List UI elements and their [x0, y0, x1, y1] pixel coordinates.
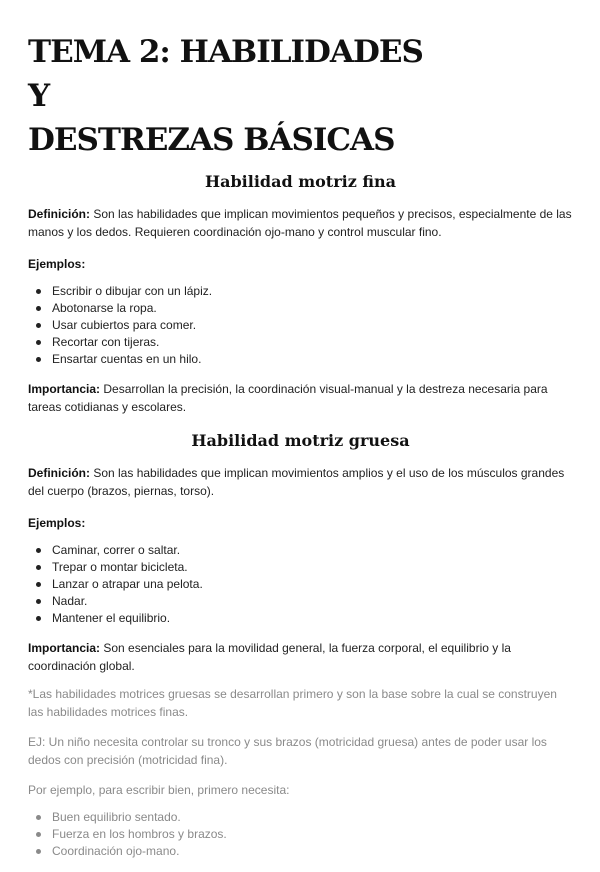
- section-heading-fina: Habilidad motriz fina: [204, 172, 396, 191]
- list-item: Nadar.: [28, 593, 573, 610]
- note-paragraph-2: EJ: Un niño necesita controlar su tronco y sus brazos (motricidad gruesa) antes de poder usar los dedos con precisión (motricidad fina).: [28, 735, 547, 767]
- list-item: Lanzar o atrapar una pelota.: [28, 576, 573, 593]
- importance-label: Importancia:: [28, 641, 101, 655]
- importance-text: Desarrollan la precisión, la coordinación visual-manual y la destreza necesaria para tareas cotidianas y escolares.: [28, 382, 548, 414]
- importance-paragraph-fina: [28, 380, 573, 416]
- list-item: Coordinación ojo-mano.: [28, 843, 573, 860]
- list-item: Abotonarse la ropa.: [28, 300, 573, 317]
- list-item: Buen equilibrio sentado.: [28, 809, 573, 826]
- definition-label: Definición:: [28, 466, 90, 480]
- examples-label-fina: Ejemplos:: [28, 257, 86, 271]
- definition-text: Son las habilidades que implican movimientos amplios y el uso de los músculos grandes del cuerpo (brazos, piernas, torso).: [28, 466, 565, 498]
- examples-list-gruesa: [28, 542, 573, 627]
- list-item: Escribir o dibujar con un lápiz.: [28, 283, 573, 300]
- document-title: [28, 30, 448, 162]
- prerequisites-list: [28, 809, 573, 860]
- note-paragraph-1: *Las habilidades motrices gruesas se desarrollan primero y son la base sobre la cual se construyen las habilidades motrices finas.: [28, 687, 557, 719]
- list-item: Trepar o montar bicicleta.: [28, 559, 573, 576]
- list-item: Recortar con tijeras.: [28, 334, 573, 351]
- list-item: Caminar, correr o saltar.: [28, 542, 573, 559]
- definition-label: Definición:: [28, 207, 90, 221]
- definition-text: Son las habilidades que implican movimientos pequeños y precisos, especialmente de las manos y los dedos. Requieren coordinación ojo-mano y control muscular fino.: [28, 207, 572, 239]
- title-line-1: TEMA 2: HABILIDADES Y: [28, 34, 423, 114]
- list-item: Fuerza en los hombros y brazos.: [28, 826, 573, 843]
- list-item: Ensartar cuentas en un hilo.: [28, 351, 573, 368]
- importance-paragraph-gruesa: [28, 639, 573, 675]
- document-page: [28, 30, 573, 872]
- importance-label: Importancia:: [28, 382, 101, 396]
- list-item: Usar cubiertos para comer.: [28, 317, 573, 334]
- list-item: Mantener el equilibrio.: [28, 610, 573, 627]
- title-line-2: DESTREZAS BÁSICAS: [28, 122, 395, 158]
- definition-paragraph-fina: [28, 205, 573, 241]
- examples-label-gruesa: Ejemplos:: [28, 516, 86, 530]
- section-heading-gruesa: Habilidad motriz gruesa: [191, 431, 410, 450]
- examples-list-fina: [28, 283, 573, 368]
- importance-text: Son esenciales para la movilidad general, la fuerza corporal, el equilibrio y la coordinación global.: [28, 641, 511, 673]
- definition-paragraph-gruesa: [28, 464, 573, 500]
- note-paragraph-3: Por ejemplo, para escribir bien, primero necesita:: [28, 783, 290, 797]
